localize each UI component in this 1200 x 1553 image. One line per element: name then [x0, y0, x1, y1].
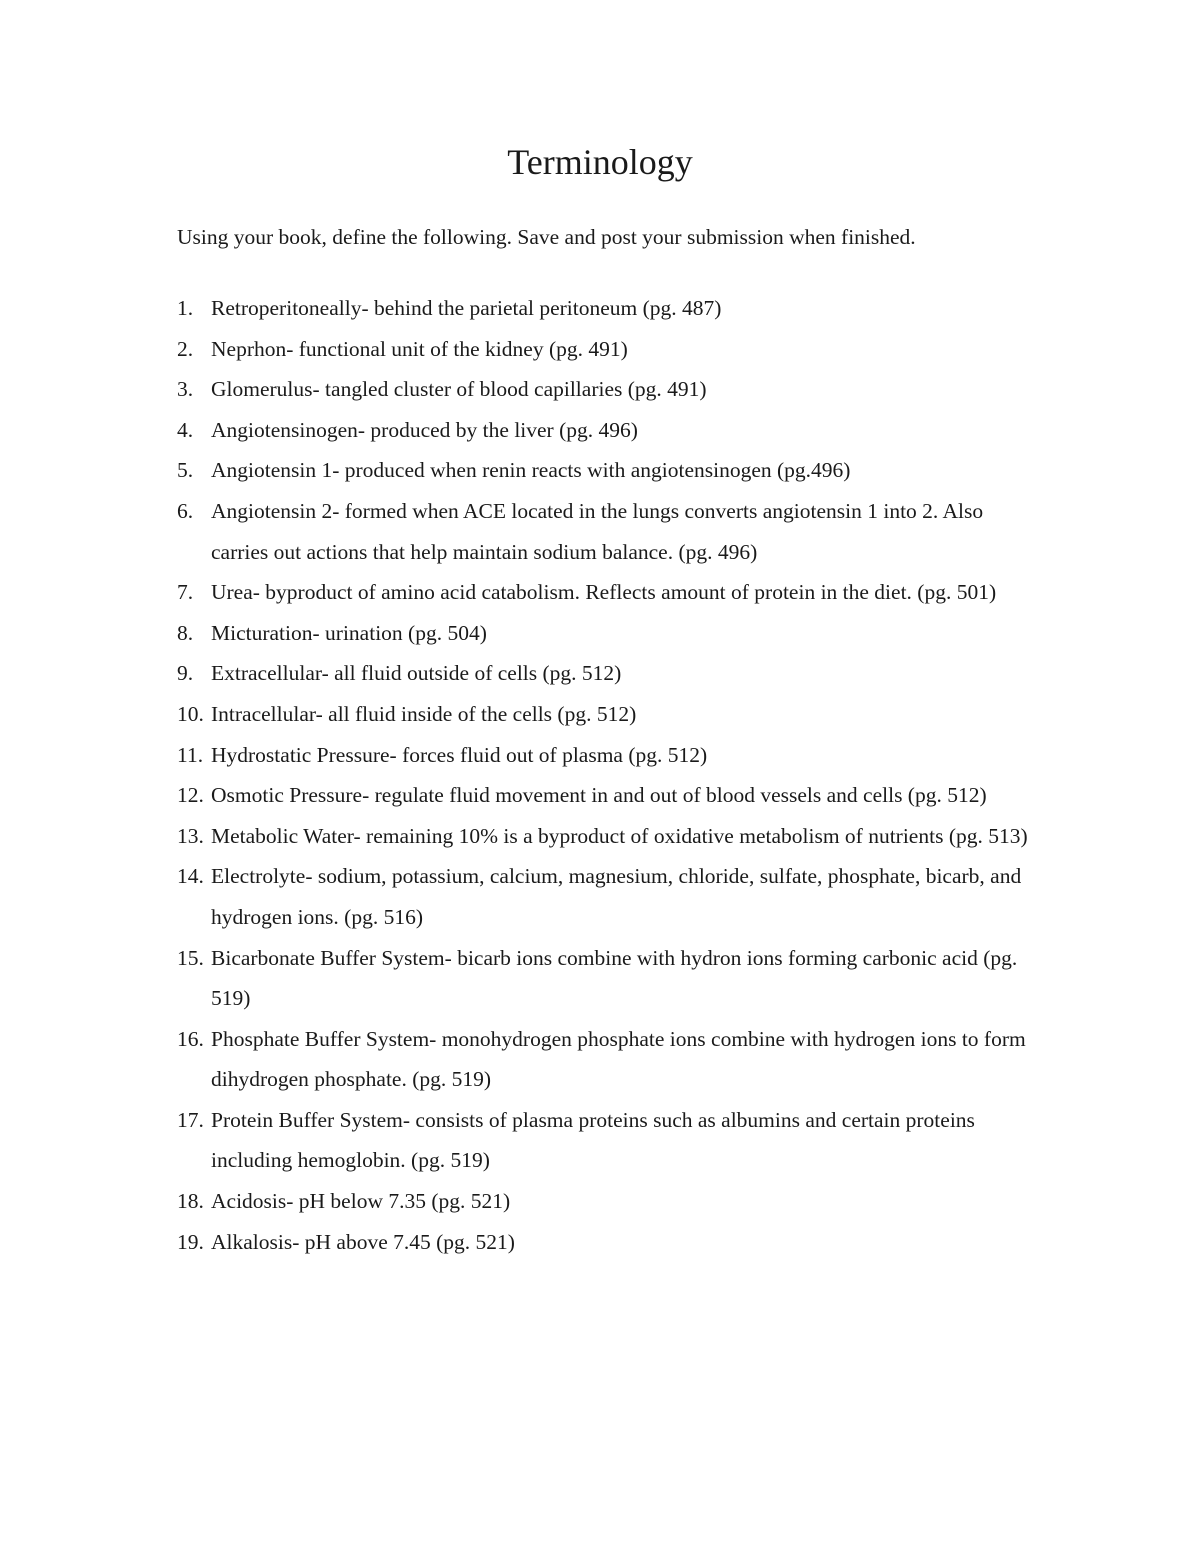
- term-number: 3.: [177, 377, 194, 402]
- term-item: [177, 694, 1037, 735]
- term-definition: Intracellular- all fluid inside of the cells (pg. 512): [211, 701, 637, 726]
- term-definition: Alkalosis- pH above 7.45 (pg. 521): [211, 1229, 515, 1254]
- term-definition: Neprhon- functional unit of the kidney (pg. 491): [211, 336, 628, 361]
- term-number: 4.: [177, 417, 194, 442]
- term-number: 14.: [177, 864, 204, 889]
- term-item: [177, 775, 1037, 816]
- term-item: [177, 613, 1037, 654]
- term-number: 19.: [177, 1229, 204, 1254]
- term-number: 6.: [177, 498, 194, 523]
- term-number: 11.: [177, 742, 204, 767]
- term-item: [177, 938, 1037, 1019]
- term-definition: Angiotensin 2- formed when ACE located in the lungs converts angiotensin 1 into 2. Also carries out actions that help maintain sodium balance. (pg. 496): [211, 498, 984, 564]
- term-item: [177, 288, 1037, 329]
- term-definition: Micturation- urination (pg. 504): [211, 620, 487, 645]
- terminology-list: [177, 288, 1037, 1262]
- term-definition: Hydrostatic Pressure- forces fluid out of plasma (pg. 512): [211, 742, 708, 767]
- term-definition: Protein Buffer System- consists of plasma proteins such as albumins and certain proteins including hemoglobin. (pg. 519): [211, 1107, 975, 1173]
- term-number: 17.: [177, 1107, 204, 1132]
- term-item: [177, 1019, 1037, 1100]
- term-number: 10.: [177, 701, 204, 726]
- term-definition: Glomerulus- tangled cluster of blood capillaries (pg. 491): [211, 377, 707, 402]
- term-number: 12.: [177, 783, 204, 808]
- term-item: [177, 369, 1037, 410]
- term-definition: Angiotensin 1- produced when renin reacts with angiotensinogen (pg.496): [211, 458, 851, 483]
- term-number: 15.: [177, 945, 204, 970]
- term-definition: Angiotensinogen- produced by the liver (pg. 496): [211, 417, 638, 442]
- term-item: [177, 816, 1037, 857]
- term-number: 18.: [177, 1189, 204, 1214]
- term-item: [177, 856, 1037, 937]
- term-item: [177, 1100, 1037, 1181]
- term-item: [177, 572, 1037, 613]
- term-item: [177, 491, 1037, 572]
- term-definition: Retroperitoneally- behind the parietal peritoneum (pg. 487): [211, 296, 722, 320]
- term-item: [177, 450, 1037, 491]
- term-number: 7.: [177, 580, 194, 605]
- term-number: 8.: [177, 620, 194, 645]
- term-number: 9.: [177, 661, 194, 686]
- term-item: [177, 1222, 1037, 1263]
- term-definition: Metabolic Water- remaining 10% is a byproduct of oxidative metabolism of nutrients (pg. 513): [211, 823, 1028, 848]
- term-definition: Electrolyte- sodium, potassium, calcium, magnesium, chloride, sulfate, phosphate, bicarb, and hydrogen ions. (pg. 516): [211, 864, 1022, 929]
- term-definition: Bicarbonate Buffer System- bicarb ions combine with hydron ions forming carbonic acid (pg. 519): [211, 945, 1018, 1011]
- term-definition: Osmotic Pressure- regulate fluid movement in and out of blood vessels and cells (pg. 512): [211, 783, 987, 808]
- term-number: 16.: [177, 1026, 204, 1051]
- term-item: [177, 329, 1037, 370]
- instructions-text: Using your book, define the following. Save and post your submission when finished.: [177, 225, 916, 249]
- term-number: 2.: [177, 336, 194, 361]
- term-definition: Phosphate Buffer System- monohydrogen phosphate ions combine with hydrogen ions to form dihydrogen phosphate. (pg. 519): [211, 1026, 1026, 1092]
- term-definition: Urea- byproduct of amino acid catabolism. Reflects amount of protein in the diet. (pg. 501): [211, 580, 997, 605]
- term-number: 5.: [177, 458, 194, 483]
- term-number: 1.: [177, 296, 194, 320]
- term-item: [177, 1181, 1037, 1222]
- term-number: 13.: [177, 823, 204, 848]
- term-definition: Extracellular- all fluid outside of cells (pg. 512): [211, 661, 622, 686]
- term-item: [177, 653, 1037, 694]
- term-definition: Acidosis- pH below 7.35 (pg. 521): [211, 1189, 511, 1214]
- term-item: [177, 410, 1037, 451]
- page-title: Terminology: [507, 142, 693, 182]
- term-item: [177, 735, 1037, 776]
